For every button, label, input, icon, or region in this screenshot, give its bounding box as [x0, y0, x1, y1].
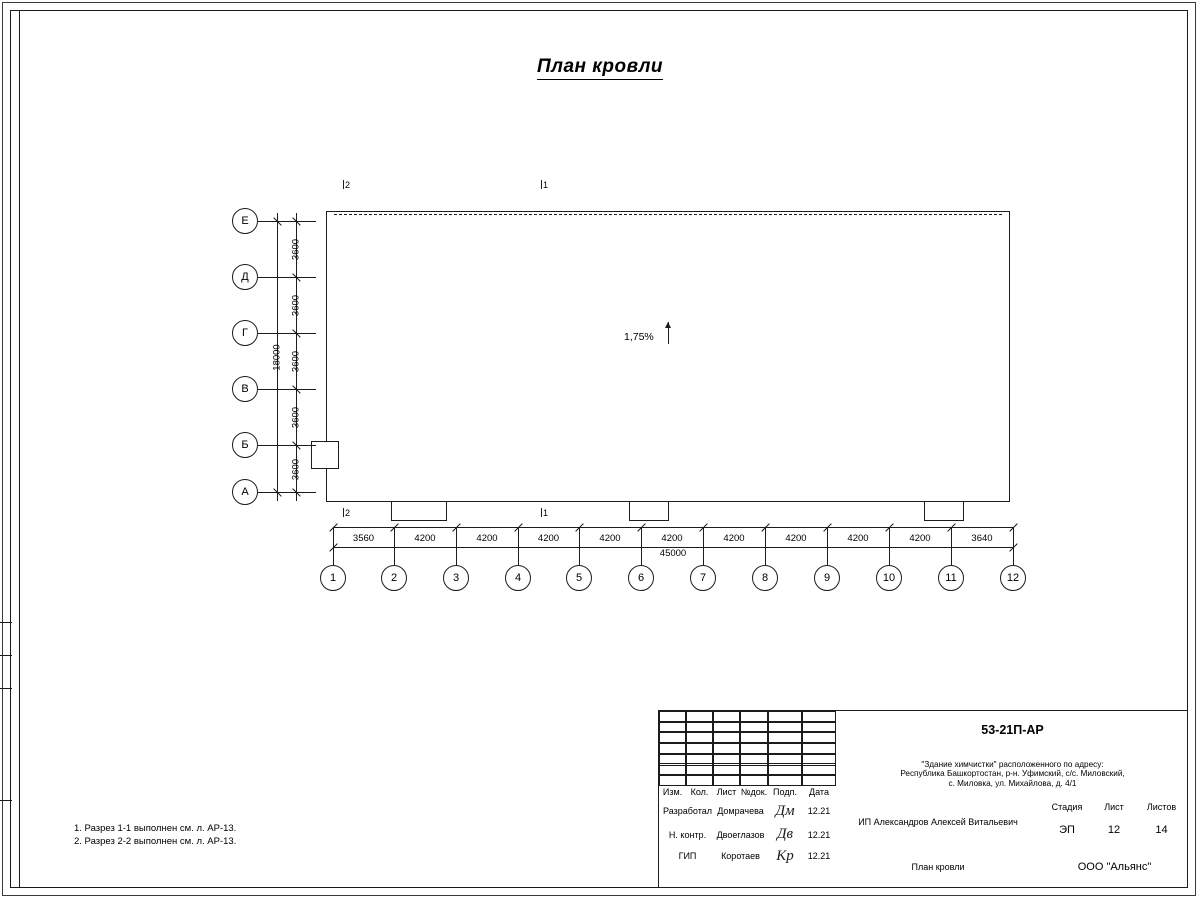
page-title-text: План кровли	[537, 56, 663, 80]
role-signature-empty	[768, 867, 802, 888]
sheet-left-margin-column	[10, 10, 20, 888]
section-mark-label: 1	[543, 508, 549, 518]
title-block	[658, 710, 1188, 888]
horizontal-dim-value-7: 4200	[723, 533, 745, 544]
role-label-empty	[659, 867, 713, 888]
vertical-dim-value-1: 3600	[290, 238, 302, 261]
axis-bubble-E[interactable]: Е	[232, 208, 258, 234]
role-label-gip: ГИП	[678, 851, 697, 862]
section-mark-2-top	[343, 180, 350, 190]
stage-header-stadia: Стадия	[1051, 801, 1083, 812]
axis-bubble-9[interactable]: 9	[814, 565, 840, 591]
role-date-gip: 12.21	[807, 851, 831, 862]
role-name-norm-control: Двоеглазов	[716, 829, 765, 840]
column-header-izm: Изм.	[662, 787, 683, 798]
vertical-dim-value-3: 3600	[290, 350, 302, 373]
page-title	[0, 56, 1200, 78]
left-margin-divider-2	[0, 655, 12, 656]
column-header-list: Лист	[716, 787, 737, 798]
role-date-norm-control: 12.21	[807, 829, 831, 840]
left-margin-divider-4	[0, 800, 12, 801]
section-mark-bar-icon	[541, 180, 542, 189]
axis-bubble-1[interactable]: 1	[320, 565, 346, 591]
revision-grid-col	[802, 711, 836, 786]
horizontal-dim-value-10: 4200	[909, 533, 931, 544]
axis-bubble-10[interactable]: 10	[876, 565, 902, 591]
horizontal-dim-value-8: 4200	[785, 533, 807, 544]
object-name	[836, 749, 1189, 799]
customer-name: ИП Александров Алексей Витальевич	[858, 817, 1018, 828]
section-mark-2-bottom	[343, 508, 350, 518]
axis-bubble-B[interactable]: Б	[232, 432, 258, 458]
axis-bubble-G[interactable]: Г	[232, 320, 258, 346]
section-mark-bar-icon	[343, 508, 344, 517]
sheet-notes	[74, 822, 236, 848]
section-mark-1-top	[541, 180, 548, 190]
stage-header-listov: Листов	[1146, 801, 1177, 812]
role-name-gip: Коротаев	[721, 851, 760, 862]
roof-edge-block-bottom-3	[924, 501, 964, 521]
role-signature-gip: Кр	[776, 847, 794, 864]
axis-leader-D	[258, 277, 316, 278]
vertical-total-dim-value: 18000	[271, 344, 283, 371]
object-name-line-3: с. Миловка, ул. Михайлова, д. 4/1	[948, 778, 1077, 788]
stage-value-list: 12	[1107, 824, 1121, 837]
axis-bubble-3[interactable]: 3	[443, 565, 469, 591]
axis-leader-G	[258, 333, 316, 334]
note-line-1: 1. Разрез 1-1 выполнен см. л. АР-13.	[74, 823, 237, 834]
roof-slope-label: 1,75%	[624, 331, 654, 343]
axis-leader-V	[258, 389, 316, 390]
revision-grid-col	[768, 711, 802, 786]
revision-grid-col	[686, 711, 713, 786]
stage-header-list: Лист	[1104, 801, 1124, 812]
axis-bubble-12[interactable]: 12	[1000, 565, 1026, 591]
axis-bubble-D[interactable]: Д	[232, 264, 258, 290]
roof-ridge-line	[334, 214, 1002, 215]
horizontal-dim-value-3: 4200	[476, 533, 498, 544]
note-line-2: 2. Разрез 2-2 выполнен см. л. АР-13.	[74, 836, 237, 847]
column-header-data: Дата	[809, 787, 829, 798]
section-mark-label: 2	[345, 180, 351, 190]
axis-bubble-V[interactable]: В	[232, 376, 258, 402]
horizontal-dim-value-5: 4200	[599, 533, 621, 544]
axis-bubble-6[interactable]: 6	[628, 565, 654, 591]
document-code: 53-21П-АР	[981, 722, 1044, 737]
role-date-empty	[802, 867, 836, 888]
slope-direction-arrow-icon	[668, 322, 669, 344]
section-mark-bar-icon	[541, 508, 542, 517]
axis-bubble-2[interactable]: 2	[381, 565, 407, 591]
vertical-dim-value-5: 3600	[290, 458, 302, 481]
column-header-podp: Подп.	[773, 787, 797, 798]
section-mark-label: 2	[345, 508, 351, 518]
column-header-kol: Кол.	[690, 787, 709, 798]
column-header-ndoc: №док.	[740, 787, 768, 798]
horizontal-dim-value-9: 4200	[847, 533, 869, 544]
revision-grid-col	[740, 711, 768, 786]
object-name-line-2: Республика Башкортостан, р-н. Уфимский, с/с. Миловский,	[900, 769, 1125, 779]
axis-bubble-A[interactable]: А	[232, 479, 258, 505]
role-signature-developer: Дм	[775, 802, 795, 819]
horizontal-dim-value-4: 4200	[537, 533, 560, 544]
vertical-dim-value-4: 3600	[290, 406, 302, 429]
section-mark-1-bottom	[541, 508, 548, 518]
section-mark-bar-icon	[343, 180, 344, 189]
role-label-developer: Разработал	[663, 806, 712, 817]
axis-bubble-5[interactable]: 5	[566, 565, 592, 591]
section-mark-label: 1	[543, 180, 549, 190]
horizontal-dim-chain-line	[333, 527, 1013, 528]
axis-bubble-11[interactable]: 11	[938, 565, 964, 591]
stage-value-listov: 14	[1155, 824, 1168, 837]
company-name: ООО "Альянс"	[1077, 860, 1152, 873]
drawing-name: План кровли	[911, 861, 965, 872]
axis-bubble-8[interactable]: 8	[752, 565, 778, 591]
vertical-dim-value-2: 3600	[290, 294, 302, 317]
horizontal-total-dim-value: 45000	[659, 548, 687, 559]
roof-edge-block-bottom-1	[391, 501, 447, 521]
roof-edge-block-bottom-2	[629, 501, 669, 521]
role-label-norm-control: Н. контр.	[668, 829, 707, 840]
role-signature-norm-control: Дв	[776, 826, 794, 843]
revision-grid-col	[659, 711, 686, 786]
left-margin-divider-1	[0, 622, 12, 623]
axis-leader-E	[258, 221, 316, 222]
axis-leader-B	[258, 445, 316, 446]
stage-value-stadia: ЭП	[1059, 824, 1075, 837]
horizontal-dim-value-2: 4200	[414, 533, 436, 544]
horizontal-dim-value-1: 3560	[352, 533, 375, 544]
left-margin-divider-3	[0, 688, 12, 689]
role-name-empty	[713, 867, 768, 888]
object-name-line-1: "Здание химчистки" расположенного по адресу:	[921, 759, 1104, 769]
horizontal-dim-value-11: 3640	[971, 533, 993, 544]
revision-grid-col	[713, 711, 740, 786]
axis-bubble-7[interactable]: 7	[690, 565, 716, 591]
axis-leader-A	[258, 492, 316, 493]
axis-bubble-4[interactable]: 4	[505, 565, 531, 591]
role-date-developer: 12.21	[807, 806, 831, 817]
horizontal-dim-value-6: 4200	[661, 533, 683, 544]
role-name-developer: Домрачева	[717, 806, 764, 817]
roof-outline	[326, 211, 1010, 502]
